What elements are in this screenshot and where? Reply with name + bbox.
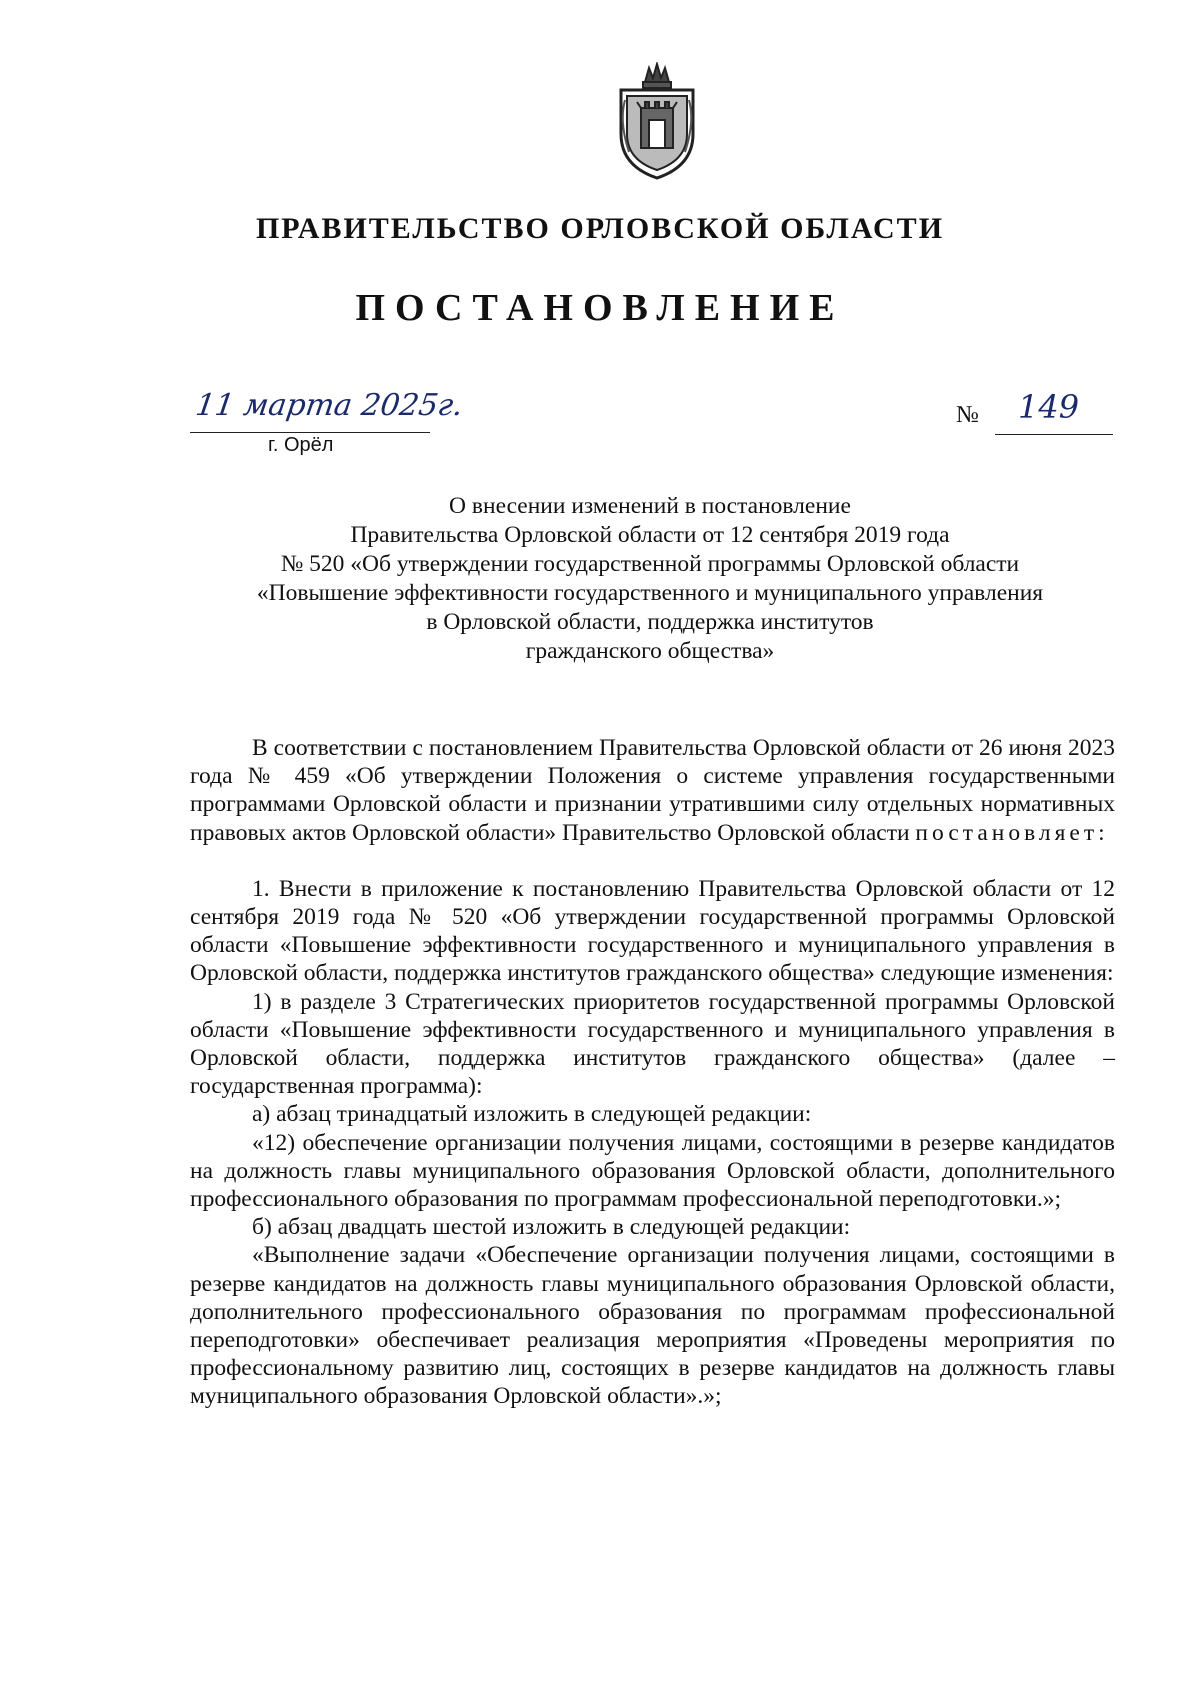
body-paragraph: б) абзац двадцать шестой изложить в следующей редакции: (252, 1214, 851, 1241)
document-subject (180, 492, 1120, 666)
handwritten-date: 11 марта 2025г. (193, 388, 466, 423)
subject-line: «Повышение эффективности государственного и муниципального управления (256, 580, 1044, 606)
organization-title: ПРАВИТЕЛЬСТВО ОРЛОВСКОЙ ОБЛАСТИ (255, 212, 945, 245)
city-label: г. Орёл (268, 434, 334, 456)
preamble-paragraph (190, 734, 1115, 847)
subject-line: Правительства Орловской области от 12 сентября 2019 года (350, 522, 950, 548)
preamble-text: В соответствии с постановлением Правительства Орловской области от 26 июня 2023 года № 459 «Об утверждении Положения о системе управления государственными программами Орловской области и признании утратившими силу отдельных нормативных правовых актов Орловской области» Правительство Орловской области (190, 735, 1115, 846)
subject-line: № 520 «Об утверждении государственной программы Орловской области (280, 551, 1020, 577)
handwritten-number: 149 (1018, 388, 1080, 426)
subject-line: О внесении изменений в постановление (449, 493, 851, 519)
body-paragraph: а) абзац тринадцатый изложить в следующей редакции: (252, 1101, 812, 1128)
number-sign: № (956, 402, 979, 428)
document-type-title: ПОСТАНОВЛЕНИЕ (355, 287, 845, 329)
body-paragraph: «12) обеспечение организации получения лицами, состоящими в резерве кандидатов на должность главы муниципального образования Орловской области, дополнительного профессионального образования по программам профессиональной переподготовки.»; (190, 1129, 1115, 1213)
document-body (190, 734, 1115, 1411)
body-paragraph: 1) в разделе 3 Стратегических приоритетов государственной программы Орловской области «Повышение эффективности государственного и муниципального управления в Орловской области, поддержка институтов гражданского общества» (далее – государственная программа): (190, 988, 1115, 1100)
body-paragraph: «Выполнение задачи «Обеспечение организации получения лицами, состоящими в резерве кандидатов на должность главы муниципального образования Орловской области, дополнительного профессионального образования по программам профессиональной переподготовки» обеспечивает реализация мероприятия «Проведены мероприятия по профессиональному развитию лиц, состоящих в резерве кандидатов на должность главы муниципального образования Орловской области».»; (190, 1242, 1115, 1410)
subject-line: в Орловской области, поддержка институтов (426, 609, 874, 635)
number-underline (995, 434, 1113, 435)
body-paragraph: 1. Внести в приложение к постановлению Правительства Орловской области от 12 сентября 2019 года № 520 «Об утверждении государственной программы Орловской области «Повышение эффективности государственного и муниципального управления в Орловской области, поддержка институтов гражданского общества» следующие изменения: (190, 875, 1115, 987)
coat-of-arms-icon (615, 62, 699, 180)
date-underline (190, 432, 430, 433)
decree-word: постановляет: (915, 819, 1109, 846)
subject-line: гражданского общества» (525, 638, 775, 664)
